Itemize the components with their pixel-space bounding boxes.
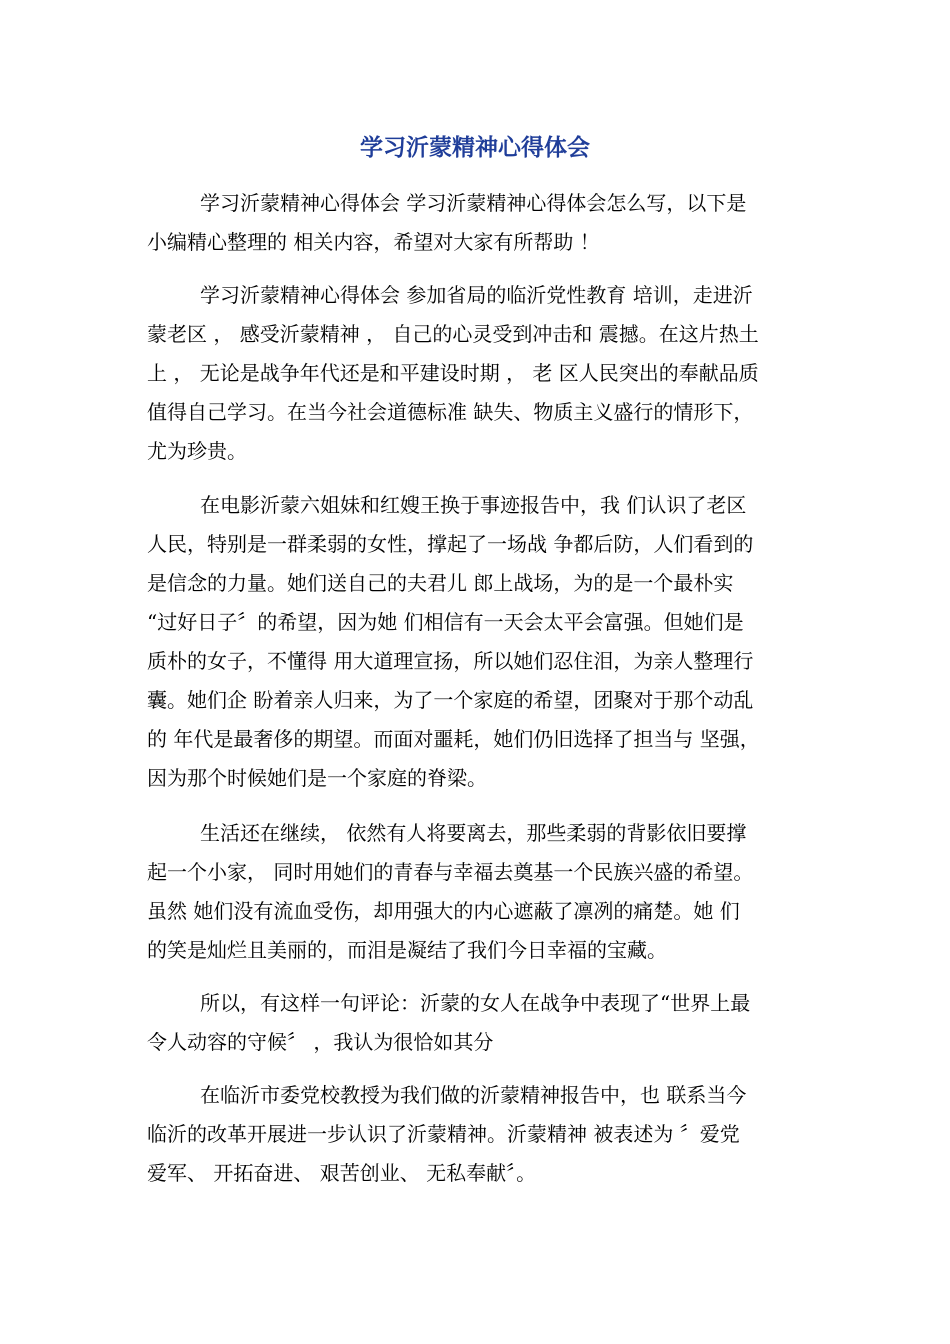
paragraph-intro: [147, 184, 807, 262]
text-line: 在临沂市委党校教授为我们做的沂蒙精神报告中，也 联系当今: [200, 1083, 747, 1107]
text-line: 所以，有这样一句评论：沂蒙的女人在战争中表现了“世界上最: [200, 991, 751, 1015]
text-line: 是信念的力量。她们送自己的夫君儿 郎上战场，为的是一个最朴实: [147, 571, 734, 595]
text-line: 的 年代是最奢侈的期望。而面对噩耗，她们仍旧选择了担当与 坚强，: [147, 727, 760, 751]
text-line: 生活还在继续， 依然有人将要离去，那些柔弱的背影依旧要撑: [200, 821, 747, 845]
paragraph-six-sisters: [147, 486, 807, 798]
text-line: “过好日子〞的希望，因为她 们相信有一天会太平会富强。但她们是: [147, 610, 744, 634]
text-line: 质朴的女子，不懂得 用大道理宣扬，所以她们忍住泪，为亲人整理行: [147, 649, 754, 673]
text-line: 爱军、 开拓奋进、 艰苦创业、 无私奉献〞。: [147, 1161, 537, 1185]
text-line: 囊。她们企 盼着亲人归来，为了一个家庭的希望，团聚对于那个动乱: [147, 688, 754, 712]
text-line: 虽然 她们没有流血受伤，却用强大的内心遮蔽了凛冽的痛楚。她 们: [147, 899, 740, 923]
text-line: 的笑是灿烂且美丽的，而泪是凝结了我们今日幸福的宝藏。: [147, 938, 667, 962]
paragraph-comment: [147, 984, 807, 1062]
paragraph-training: [147, 276, 807, 471]
text-line: 值得自己学习。在当今社会道德标准 缺失、物质主义盛行的情形下，: [147, 400, 754, 424]
paragraph-party-school: [147, 1076, 807, 1193]
text-line: 起一个小家， 同时用她们的青春与幸福去奠基一个民族兴盛的希望。: [147, 860, 754, 884]
text-line: 上 ， 无论是战争年代还是和平建设时期 ， 老 区人民突出的奉献品质: [147, 361, 759, 385]
text-line: 在电影沂蒙六姐妹和红嫂王换于事迹报告中，我 们认识了老区: [200, 493, 747, 517]
text-line: 小编精心整理的 相关内容，希望对大家有所帮助 ！: [147, 230, 600, 254]
text-line: 因为那个时候她们是一个家庭的脊梁。: [147, 766, 487, 790]
text-line: 学习沂蒙精神心得体会 参加省局的临沂党性教育 培训，走进沂: [200, 283, 753, 307]
text-line: 临沂的改革开展进一步认识了沂蒙精神。沂蒙精神 被表述为 〞爱党: [147, 1122, 740, 1146]
document-title: 学习沂蒙精神心得体会: [360, 135, 590, 161]
paragraph-life-continues: [147, 814, 807, 970]
text-line: 学习沂蒙精神心得体会 学习沂蒙精神心得体会怎么写，以下是: [200, 191, 747, 215]
text-line: 令人动容的守候〞 ，我认为很恰如其分: [147, 1030, 494, 1054]
text-line: 人民，特别是一群柔弱的女性，撑起了一场战 争都后防，人们看到的: [147, 532, 754, 556]
text-line: 蒙老区 ， 感受沂蒙精神 ， 自己的心灵受到冲击和 震撼。在这片热土: [147, 322, 759, 346]
text-line: 尤为珍贵。: [147, 439, 247, 463]
